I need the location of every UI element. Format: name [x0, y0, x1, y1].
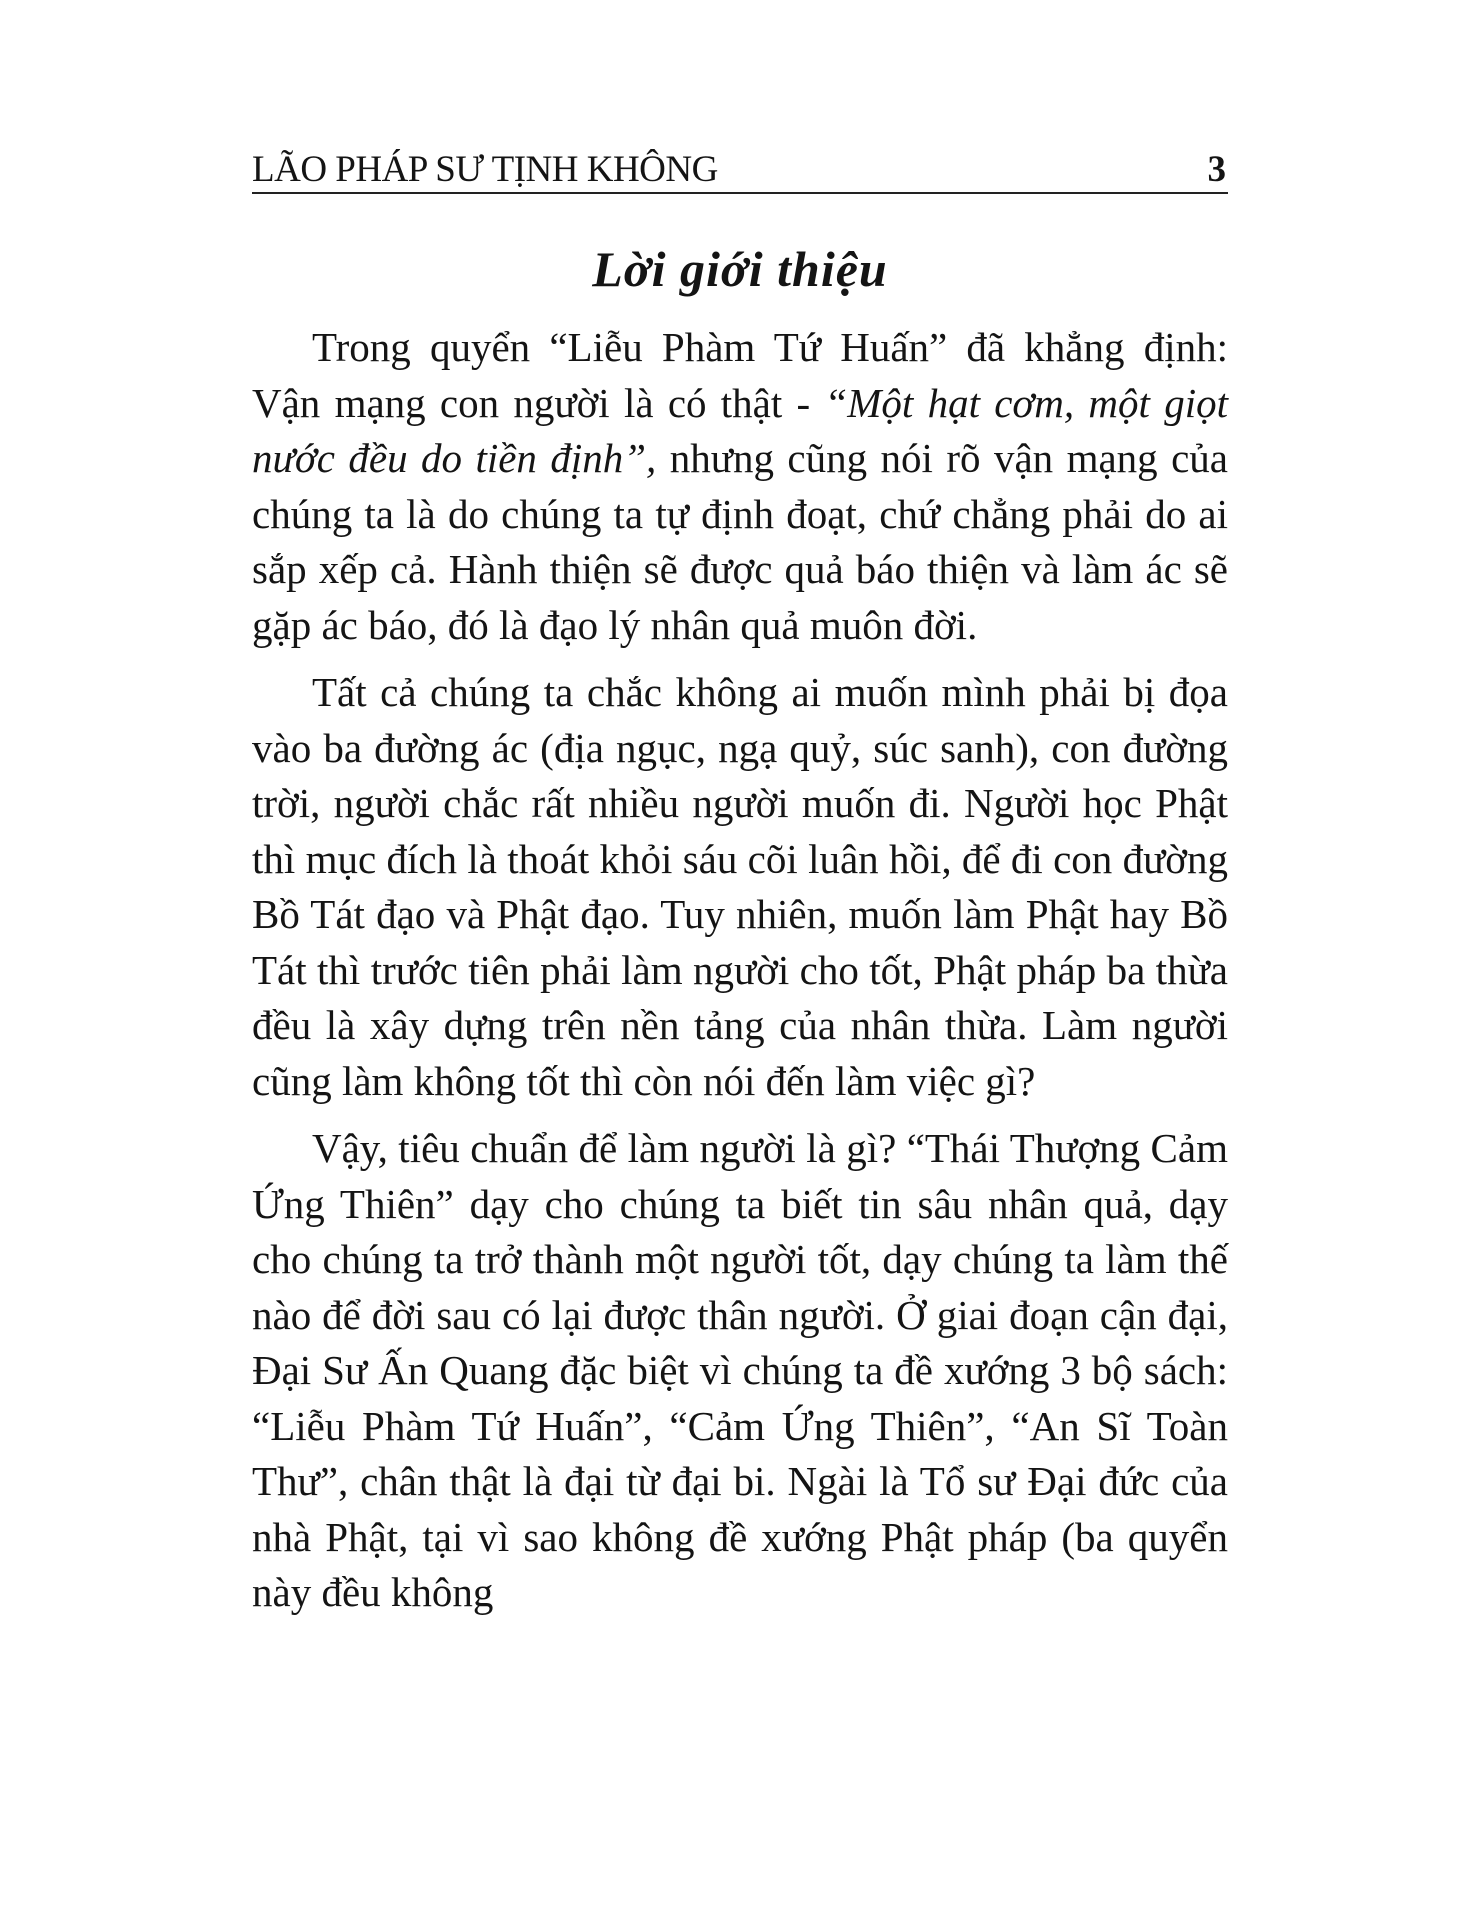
paragraph-1-text-a: Trong quyển “Liễu Phàm Tứ Huấn” đã khẳng định: Vận mạng con người là có thật - [252, 324, 1228, 426]
document-page [252, 140, 1228, 1633]
paragraph-3: Vậy, tiêu chuẩn để làm người là gì? “Thái Thượng Cảm Ứng Thiên” dạy cho chúng ta biết tin sâu nhân quả, dạy cho chúng ta trở thành một người tốt, dạy chúng ta làm thế nào để đời sau có lại được thân người. Ở giai đoạn cận đại, Đại Sư Ấn Quang đặc biệt vì chúng ta đề xướng 3 bộ sách: “Liễu Phàm Tứ Huấn”, “Cảm Ứng Thiên”, “An Sĩ Toàn Thư”, chân thật là đại từ đại bi. Ngài là Tổ sư Đại đức của nhà Phật, tại vì sao không đề xướng Phật pháp (ba quyển này đều không [252, 1125, 1228, 1615]
running-header [252, 140, 1228, 194]
section-title: Lời giới thiệu [592, 241, 888, 297]
page-number: 3 [1207, 149, 1226, 190]
paragraph-1-quote: “Một hạt cơm, một giọt nước đều do tiền định”, [252, 379, 1228, 481]
paragraph-1-text-b: nhưng cũng nói rõ vận mạng của chúng ta là do chúng ta tự định đoạt, chứ chẳng phải do ai sắp xếp cả. Hành thiện sẽ được quả báo thiện và làm ác sẽ gặp ác báo, đó là đạo lý nhân quả muôn đời. [252, 435, 1229, 648]
header-title: LÃO PHÁP SƯ TỊNH KHÔNG [252, 149, 718, 190]
body-text [252, 320, 1228, 1621]
paragraph-2: Tất cả chúng ta chắc không ai muốn mình phải bị đọa vào ba đường ác (địa ngục, ngạ quỷ, súc sanh), con đường trời, người chắc rất nhiều người muốn đi. Người học Phật thì mục đích là thoát khỏi sáu cõi luân hồi, để đi con đường Bồ Tát đạo và Phật đạo. Tuy nhiên, muốn làm Phật hay Bồ Tát thì trước tiên phải làm người cho tốt, Phật pháp ba thừa đều là xây dựng trên nền tảng của nhân thừa. Làm người cũng làm không tốt thì còn nói đến làm việc gì? [252, 669, 1228, 1104]
paragraph-1 [252, 320, 1228, 653]
